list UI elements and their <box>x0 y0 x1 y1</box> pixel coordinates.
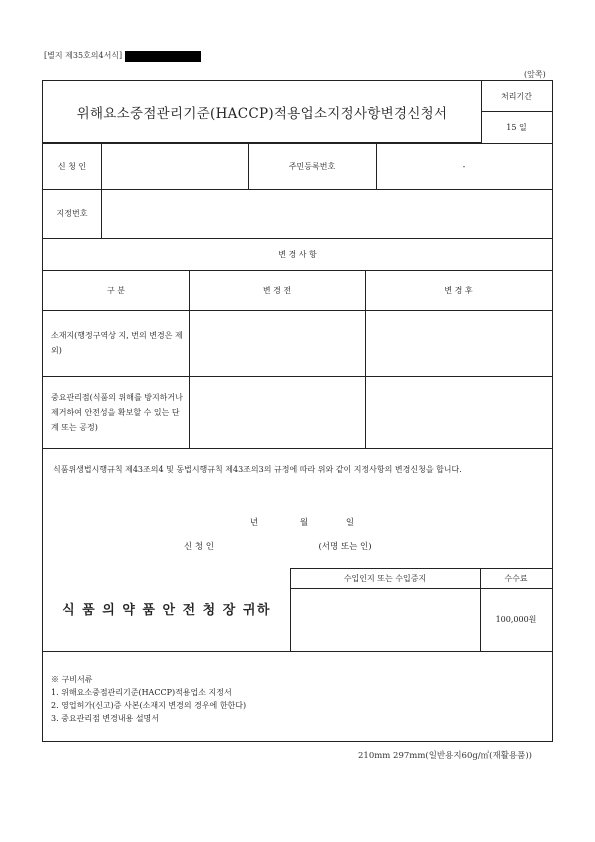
designation-number-field[interactable] <box>101 189 552 238</box>
revenue-stamp-area <box>290 588 480 651</box>
required-documents-title: ※ 구비서류 <box>51 675 93 684</box>
date-year-label: 년 <box>249 518 259 528</box>
fee-value: 100,000원 <box>495 615 537 624</box>
applicant-field[interactable] <box>101 143 248 189</box>
redaction-box <box>125 51 201 62</box>
location-after-field[interactable] <box>365 310 552 376</box>
resident-number-label: 주민등록번호 <box>288 161 336 171</box>
revenue-stamp-label: 수입인지 또는 수입증지 <box>343 573 427 583</box>
column-category: 구 분 <box>107 285 125 295</box>
ccp-before-field[interactable] <box>189 376 365 448</box>
row-divider-8 <box>43 651 552 652</box>
document-item-3: 3. 중요관리점 변경내용 설명서 <box>51 714 159 723</box>
date-day-label: 일 <box>345 518 355 528</box>
location-before-field[interactable] <box>189 310 365 376</box>
resident-number-field[interactable]: - <box>462 161 466 171</box>
applicant-label: 신 청 인 <box>57 161 87 171</box>
designation-number-label: 지정번호 <box>56 209 88 218</box>
column-before: 변 경 전 <box>262 285 292 295</box>
form-reference <box>44 50 201 62</box>
row-label-location: 소재지(행정구역상 지, 번의 변경은 제외) <box>51 331 183 355</box>
paper-spec-footer: 210mm 297mm(일반용지60g/㎡(재활용품)) <box>358 751 532 761</box>
form-title: 위해요소중점관리기준(HACCP)적용업소지정사항변경신청서 <box>76 106 448 122</box>
signature-applicant-label: 신 청 인 <box>183 542 215 552</box>
form-reference-label: [별지 제35호의4서식] <box>44 51 123 60</box>
fee-label: 수수료 <box>504 573 528 583</box>
row-divider-7 <box>43 448 552 449</box>
processing-period-label: 처리기간 <box>501 91 532 101</box>
document-item-1: 1. 위해요소중점관리기준(HACCP)적용업소 지정서 <box>51 688 232 697</box>
required-documents <box>43 673 552 733</box>
ccp-after-field[interactable] <box>365 376 552 448</box>
application-statement: 식품위생법시행규칙 제43조의4 및 동법시행규칙 제43조의3의 규정에 따라 위와 같이 지정사항의 변경신청을 합니다. <box>53 465 462 474</box>
date-month-label: 월 <box>299 518 309 528</box>
change-section-title: 변 경 사 항 <box>278 249 317 259</box>
row-label-ccp: 중요관리점(식품의 위해를 방지하거나 제거하여 안전성을 확보할 수 있는 단계 또는 공정) <box>51 392 183 432</box>
column-after: 변 경 후 <box>444 285 473 295</box>
addressee: 식 품 의 약 품 안 전 청 장 귀하 <box>62 602 271 618</box>
processing-period-value: 15 일 <box>506 122 527 132</box>
signature-hint: (서명 또는 인) <box>318 542 372 552</box>
application-form <box>42 80 553 742</box>
document-item-2: 2. 영업허가(신고)증 사본(소재지 변경의 경우에 한한다) <box>51 701 247 710</box>
side-label: (앞쪽) <box>524 70 546 79</box>
